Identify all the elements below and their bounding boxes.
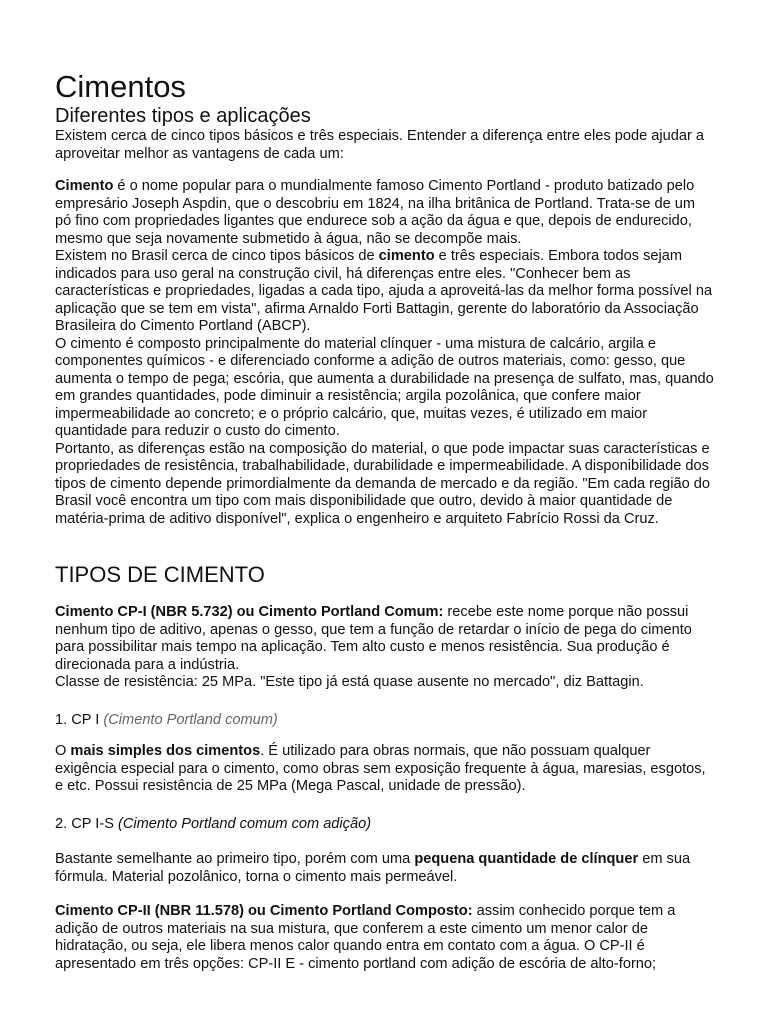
- page-title: Cimentos: [55, 69, 186, 104]
- cimento-composition-paragraph: O cimento é composto principalmente do material clínquer - uma mistura de calcário, argila e componentes químicos - e diferenciado conforme a adição de outros materiais, como: gesso, que aumenta o tempo de pega; escória, que aumenta a durabilidade na presença de sulfato, mas, quando em grandes quantidades, pode diminuir a resistência; argila pozolânica, que confere maior impermeabilidade ao concreto; e o próprio calcário, que, muitas vezes, é utilizado em maior quantidade para reduzir o custo do cimento.: [55, 335, 714, 439]
- cp1s-heading: 2. CP I-S (Cimento Portland comum com adição): [55, 816, 372, 832]
- bold-term: pequena quantidade de clínquer: [414, 851, 639, 867]
- cp1-description: O mais simples dos cimentos. É utilizado para obras normais, que não possuam qualquer exigência especial para o cimento, como obras sem exposição frequente à água, maresias, esgotos, e etc. Possui resistência de 25 MPa (Mega Pascal, unidade de pressão).: [55, 743, 706, 794]
- intro-paragraph: Existem cerca de cinco tipos básicos e três especiais. Entender a diferença entre eles pode ajudar a aproveitar melhor as vantagens de cada um:: [55, 128, 704, 162]
- bold-term: Cimento CP-I (NBR 5.732) ou Cimento Portland Comum:: [55, 604, 444, 620]
- bold-term: Cimento: [55, 178, 114, 194]
- bold-term: mais simples dos cimentos: [70, 743, 261, 759]
- cp1s-description: Bastante semelhante ao primeiro tipo, porém com uma pequena quantidade de clínquer em sua fórmula. Material pozolânico, torna o cimento mais permeável.: [55, 851, 691, 885]
- cp1-section: [55, 604, 715, 692]
- section-heading: TIPOS DE CIMENTO: [55, 562, 265, 587]
- cp1-heading: 1. CP I (Cimento Portland comum): [55, 712, 278, 728]
- cp1-paragraph: Cimento CP-I (NBR 5.732) ou Cimento Portland Comum: recebe este nome porque não possui nenhum tipo de aditivo, apenas o gesso, que tem a função de retardar o início de pega do cimento para possibilitar mais tempo na aplicação. Tem alto custo e menos resistência. Sua produção é direcionada para a indústria.: [55, 604, 692, 673]
- cp2-paragraph: Cimento CP-II (NBR 11.578) ou Cimento Portland Composto: assim conhecido porque tem a adição de outros materiais na sua mistura, que conferem a este cimento um menor calor de hidratação, ou seja, ele libera menos calor quando entra em contato com a água. O CP-II é apresentado em três opções: CP-II E - cimento portland com adição de escória de alto-forno;: [55, 903, 676, 972]
- bold-term: cimento: [378, 248, 435, 264]
- cimento-differences-paragraph: Portanto, as diferenças estão na composição do material, o que pode impactar suas características e propriedades de resistência, trabalhabilidade, durabilidade e impermeabilidade. A disponibilidade dos tipos de cimento depende primordialmente da demanda de mercado e da região. "Em cada região do Brasil você encontra um tipo com mais disponibilidade que outro, devido à maior quantidade de matéria-prima de aditivo disponível", explica o engenheiro e arquiteto Fabrício Rossi da Cruz.: [55, 440, 711, 527]
- page-subtitle: Diferentes tipos e aplicações: [55, 105, 311, 127]
- cimento-section: [55, 178, 715, 528]
- bold-term: Cimento CP-II (NBR 11.578) ou Cimento Portland Composto:: [55, 903, 473, 919]
- cimento-definition-paragraph: Cimento é o nome popular para o mundialmente famoso Cimento Portland - produto batizado pelo empresário Joseph Aspdin, que o descobriu em 1824, na ilha britânica de Portland. Trata-se de um pó fino com propriedades ligantes que endurece sob a ação da água e que, depois de endurecido, mesmo que seja novamente submetido à água, não se decompõe mais.: [55, 178, 696, 247]
- cimento-types-paragraph: Existem no Brasil cerca de cinco tipos básicos de cimento e três especiais. Embora todos sejam indicados para uso geral na construção civil, há diferenças entre eles. "Conhecer bem as características e propriedades, ligadas a cada tipo, ajuda a aproveitá-las da melhor forma possível na aplicação que se tem em vista", afirma Arnaldo Forti Battagin, gerente do laboratório da Associação Brasileira do Cimento Portland (ABCP).: [55, 248, 713, 334]
- cp1-resistance-line: Classe de resistência: 25 MPa. "Este tipo já está quase ausente no mercado", diz Battagin.: [55, 674, 644, 690]
